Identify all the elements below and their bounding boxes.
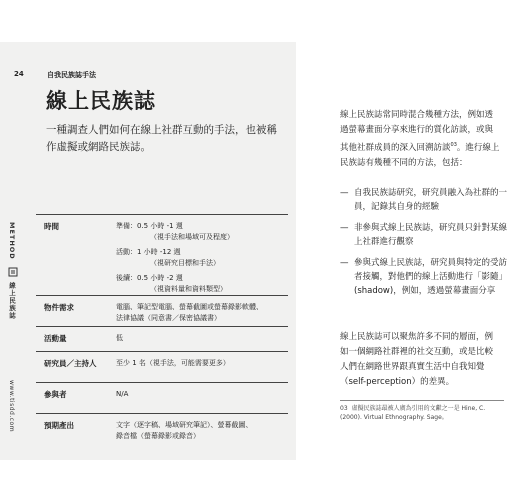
right-page xyxy=(296,42,520,460)
table-row-participant xyxy=(36,382,288,413)
row-label: 活動量 xyxy=(44,334,67,343)
row-label: 時間 xyxy=(44,222,59,231)
dash-bullet: — xyxy=(340,223,349,233)
page-title: 線上民族誌 xyxy=(46,89,156,113)
row-label: 物件需求 xyxy=(44,303,74,312)
intro-paragraph xyxy=(340,108,500,171)
row-value: N/A xyxy=(116,390,129,398)
table-row-output xyxy=(36,413,288,450)
table-row-activity xyxy=(36,326,288,351)
materials-line: 電腦、筆記型電腦、螢幕截圖或螢幕錄影軟體、 xyxy=(116,303,263,311)
intro-text: 線上民族誌常同時混合幾種方法，例如透過螢幕畫面分享來進行的質化訪談，或與其他社群成員的深入回溯訪談 xyxy=(340,110,494,153)
info-table xyxy=(36,214,288,450)
list-item xyxy=(340,186,510,214)
lead-paragraph: 一種調查人們如何在線上社群互動的手法，也被稱作虛擬或網路民族誌。 xyxy=(46,124,277,153)
row-label: 參與者 xyxy=(44,390,67,399)
list-item-text: 非參與式線上民族誌，研究員只針對某線上社群進行觀察 xyxy=(354,223,508,247)
materials-line: 法律協議（同意書／保密協議書） xyxy=(116,314,221,322)
time-activity: 活動：1 小時 -12 週 xyxy=(116,248,181,256)
side-url: www.tisdd.com xyxy=(8,380,15,433)
footnote-divider xyxy=(340,400,504,401)
list-item-text: 參與式線上民族誌，研究員與特定的受訪者接觸，對他們的線上活動進行「影隨」(shadow)，例如，透過螢幕畫面分享 xyxy=(354,258,508,296)
time-post-note: （視資料量和資料類型） xyxy=(150,285,227,293)
footnote-number: 03 xyxy=(340,405,348,412)
dash-bullet: — xyxy=(340,258,349,268)
table-row-researcher xyxy=(36,351,288,382)
row-value xyxy=(116,420,286,442)
footnote-text: 虛擬民族誌最被人廣為引用的文獻之一是 Hine, C. (2000). Virtual Ethnography. Sage。 xyxy=(340,405,486,421)
closing-paragraph: 線上民族誌可以聚焦許多不同的層面，例如一個網路社群裡的社交互動，或是比較人們在網路世界跟真實生活中自我知覺（self-perception）的差異。 xyxy=(340,332,494,387)
row-value xyxy=(116,221,286,299)
time-post: 後續：0.5 小時 -2 週 xyxy=(116,274,183,282)
output-line: 錄音檔（螢幕錄影或錄音） xyxy=(116,432,200,440)
row-value: 至少 1 名（視手法，可能需要更多） xyxy=(116,359,230,367)
side-brand-label: 線上民族誌 xyxy=(8,282,16,320)
list-item-text: 自我民族誌研究，研究員融入為社群的一員，記錄其自身的經驗 xyxy=(354,188,508,212)
output-line: 文字（逐字稿、場域研究筆記）、螢幕截圖、 xyxy=(116,421,253,429)
time-prep-note: （視手法和場域可及程度） xyxy=(150,233,234,241)
method-list xyxy=(340,186,510,305)
footnote xyxy=(340,404,508,422)
method-icon xyxy=(8,267,18,277)
left-page xyxy=(0,42,296,460)
table-row-materials xyxy=(36,295,288,326)
footnote-ref: 03 xyxy=(450,142,457,148)
intro-tail: 。進行線上民族誌有幾種不同的方法，包括： xyxy=(340,142,500,168)
time-prep: 準備：0.5 小時 -1 週 xyxy=(116,222,183,230)
list-item xyxy=(340,221,510,249)
section-label: 自我民族誌手法 xyxy=(47,71,96,79)
row-label: 研究員／主持人 xyxy=(44,359,97,368)
row-value xyxy=(116,302,286,324)
time-activity-note: （視研究目標和手法） xyxy=(150,259,220,267)
row-label: 預期產出 xyxy=(44,421,74,430)
page-number: 24 xyxy=(14,70,24,78)
dash-bullet: — xyxy=(340,188,349,198)
row-value: 低 xyxy=(116,334,123,342)
side-method-label: METHOD xyxy=(8,222,16,260)
list-item xyxy=(340,256,510,298)
table-row-time xyxy=(36,214,288,295)
